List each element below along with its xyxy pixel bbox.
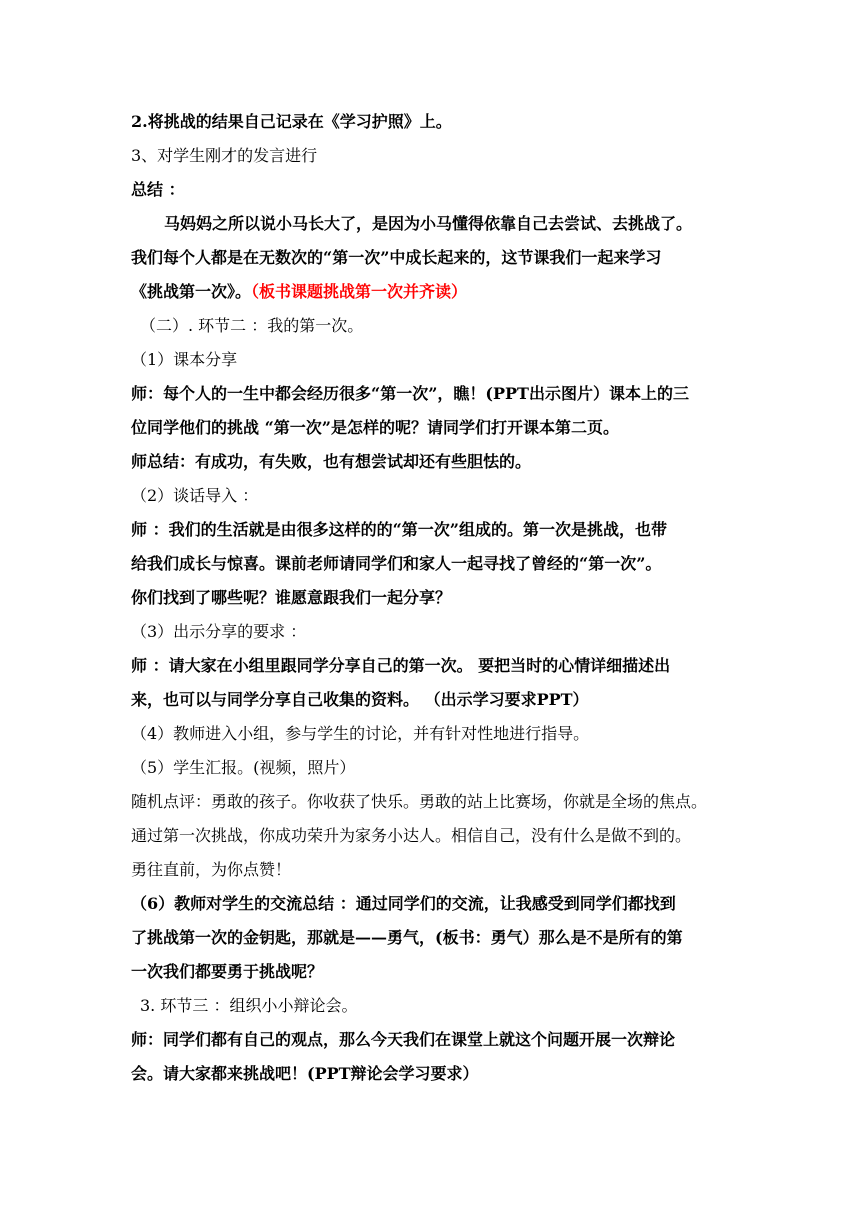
section-heading: 3. 环节三 ：组织小小辩论会。: [140, 996, 358, 1015]
text-line: 给我们成长与惊喜。课前老师请同学们和家人一起寻找了曾经的“第一次”。: [131, 554, 662, 573]
text-line: 会。请大家都来挑战吧！(PPT辩论会学习要求）: [131, 1064, 479, 1083]
board-note: （板书课题挑战第一次并齐读）: [251, 282, 468, 301]
text-line: 师总结：有成功，有失败，也有想尝试却还有些胆怯的。: [131, 452, 532, 471]
text-line: （4）教师进入小组，参与学生的讨论，并有针对性地进行指导。: [131, 724, 590, 743]
text-line: 总结 ：: [131, 180, 185, 199]
text-line: 勇往直前，为你点赞！: [131, 860, 292, 879]
subsection-heading: （1）课本分享: [131, 350, 238, 369]
text-line: （6）教师对学生的交流总结 ：通过同学们的交流，让我感受到同学们都找到: [131, 894, 676, 913]
subsection-heading: （3）出示分享的要求 ：: [131, 622, 307, 641]
text-line: 一次我们都要勇于挑战呢？: [131, 962, 324, 981]
text-line: 师：每个人的一生中都会经历很多“第一次”，瞧！(PPT出示图片）课本上的三: [131, 384, 689, 403]
text-line: （5）学生汇报。(视频，照片）: [131, 758, 356, 777]
text-line: 师 ：我们的生活就是由很多这样的的“第一次”组成的。第一次是挑战，也带: [131, 520, 667, 539]
text-line: 我们每个人都是在无数次的“第一次”中成长起来的，这节课我们一起来学习: [131, 248, 662, 267]
text-line: 位同学他们的挑战 “第一次”是怎样的呢？请同学们打开课本第二页。: [131, 418, 619, 437]
text-line: 马妈妈之所以说小马长大了，是因为小马懂得依靠自己去尝试、去挑战了。: [164, 214, 693, 233]
text-line: 你们找到了哪些呢？谁愿意跟我们一起分享？: [131, 588, 452, 607]
text-line: 3、对学生刚才的发言进行: [131, 146, 318, 165]
text-line: 随机点评：勇敢的孩子。你收获了快乐。勇敢的站上比赛场，你就是全场的焦点。: [131, 792, 708, 811]
text-line: 2.将挑战的结果自己记录在《学习护照》上。: [131, 112, 452, 131]
text-line: 师：同学们都有自己的观点，那么今天我们在课堂上就这个问题开展一次辩论: [131, 1030, 676, 1049]
text-line: 了挑战第一次的金钥匙，那就是——勇气，(板书：勇气）那么是不是所有的第: [131, 928, 683, 947]
text-line: 通过第一次挑战，你成功荣升为家务小达人。相信自己，没有什么是做不到的。: [131, 826, 692, 845]
subsection-heading: （2）谈话导入 ：: [131, 486, 259, 505]
text-line: 来，也可以与同学分享自己收集的资料。 （出示学习要求PPT）: [131, 690, 589, 709]
text-span: 《挑战第一次》。: [131, 282, 252, 301]
text-line: [131, 282, 731, 302]
section-heading: （二）. 环节二 ：我的第一次。: [140, 316, 364, 335]
text-line: 师 ：请大家在小组里跟同学分享自己的第一次。 要把当时的心情详细描述出: [131, 656, 671, 675]
